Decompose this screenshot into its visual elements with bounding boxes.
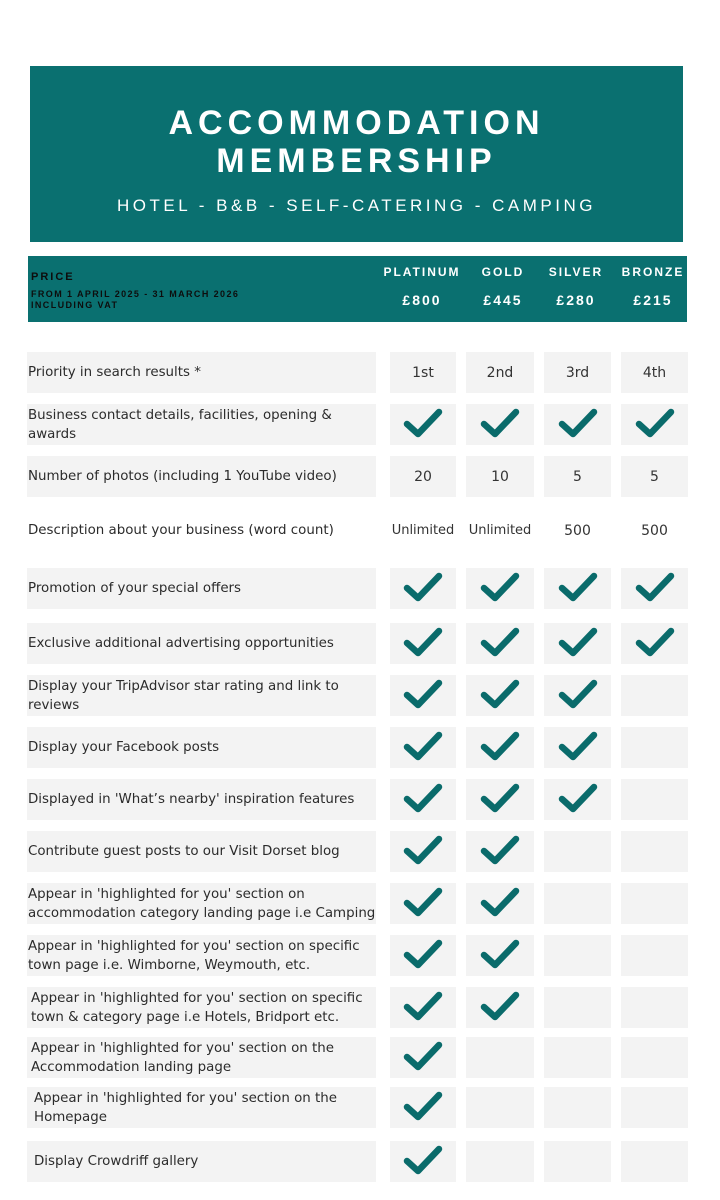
cell-platinum: [390, 568, 456, 609]
cell-silver: [544, 1087, 611, 1128]
tier-price: £215: [633, 292, 673, 308]
price-period-dates: FROM 1 APRIL 2025 - 31 MARCH 2026: [31, 289, 240, 299]
cell-bronze: [621, 1141, 688, 1182]
cell-gold: [466, 623, 534, 664]
price-period: [31, 289, 239, 311]
checkmark-icon: [403, 834, 443, 870]
checkmark-icon: [635, 407, 675, 443]
checkmark-icon: [403, 407, 443, 443]
feature-text: Displayed in 'What’s nearby' inspiration features: [28, 792, 355, 807]
feature-text: Priority in search results *: [28, 365, 201, 380]
feature-text: Appear in 'highlighted for you' section on the Accommodation landing page: [31, 1040, 334, 1075]
checkmark-icon: [480, 571, 520, 607]
cell-value: 4th: [642, 364, 667, 381]
feature-row: [0, 568, 720, 609]
checkmark-icon: [403, 678, 443, 714]
cell-bronze: [621, 568, 688, 609]
title-line-1: ACCOMMODATION: [168, 104, 545, 142]
feature-text: Description about your business (word count): [28, 523, 334, 538]
cell-platinum: [390, 623, 456, 664]
feature-row: [0, 727, 720, 768]
cell-value: 1st: [412, 364, 434, 381]
cell-bronze: [621, 352, 688, 393]
feature-row: [0, 623, 720, 664]
feature-label: [27, 727, 376, 768]
cell-bronze: [621, 883, 688, 924]
cell-silver: [544, 727, 611, 768]
cell-value: 5: [573, 468, 582, 485]
cell-gold: [466, 568, 534, 609]
checkmark-icon: [480, 626, 520, 662]
cell-value: 20: [414, 468, 432, 485]
cell-gold: [466, 1037, 534, 1078]
checkmark-icon: [558, 407, 598, 443]
cell-platinum: [390, 456, 456, 497]
feature-text: Display Crowdriff gallery: [34, 1154, 199, 1169]
cell-platinum: [390, 1087, 456, 1128]
cell-bronze: [621, 831, 688, 872]
feature-row: [0, 1037, 720, 1078]
accommodation-types: HOTEL - B&B - SELF-CATERING - CAMPING: [117, 196, 596, 215]
cell-silver: [544, 987, 611, 1028]
feature-text: Promotion of your special offers: [28, 581, 242, 596]
checkmark-icon: [480, 886, 520, 922]
checkmark-icon: [403, 1144, 443, 1180]
cell-silver: [544, 352, 611, 393]
cell-bronze: [621, 935, 688, 976]
cell-platinum: [390, 883, 456, 924]
feature-row: [0, 1087, 720, 1128]
cell-platinum: [390, 1141, 456, 1182]
cell-gold: [466, 675, 534, 716]
cell-platinum: [390, 727, 456, 768]
feature-text: Contribute guest posts to our Visit Dorset blog: [28, 844, 340, 859]
cell-silver: [544, 935, 611, 976]
feature-label: [27, 352, 376, 393]
feature-text: Appear in 'highlighted for you' section on the Homepage: [34, 1090, 337, 1125]
cell-value: 2nd: [486, 364, 514, 381]
checkmark-icon: [403, 1090, 443, 1126]
tier-name: PLATINUM: [383, 265, 461, 279]
cell-silver: [544, 404, 611, 445]
checkmark-icon: [403, 626, 443, 662]
cell-silver: [544, 883, 611, 924]
feature-row: [0, 510, 720, 551]
cell-gold: [466, 1087, 534, 1128]
cell-gold: [466, 510, 534, 551]
cell-gold: [466, 456, 534, 497]
cell-gold: [466, 883, 534, 924]
cell-gold: [466, 404, 534, 445]
feature-text: Appear in 'highlighted for you' section on specific town & category page i.e Hotels, Bridport etc.: [31, 990, 363, 1025]
tier-name: GOLD: [481, 265, 525, 279]
checkmark-icon: [480, 730, 520, 766]
cell-silver: [544, 675, 611, 716]
checkmark-icon: [403, 938, 443, 974]
feature-label: [27, 675, 376, 716]
checkmark-icon: [480, 834, 520, 870]
feature-row: [0, 1141, 720, 1182]
cell-bronze: [621, 779, 688, 820]
cell-platinum: [390, 352, 456, 393]
cell-gold: [466, 779, 534, 820]
cell-bronze: [621, 1037, 688, 1078]
checkmark-icon: [480, 990, 520, 1026]
tier-name: SILVER: [548, 265, 604, 279]
checkmark-icon: [558, 678, 598, 714]
cell-value: Unlimited: [391, 523, 455, 538]
feature-label: [27, 404, 376, 445]
cell-gold: [466, 1141, 534, 1182]
cell-value: 500: [641, 522, 668, 539]
checkmark-icon: [480, 407, 520, 443]
checkmark-icon: [403, 782, 443, 818]
cell-bronze: [621, 675, 688, 716]
title-banner: [30, 66, 683, 242]
feature-label: [27, 1037, 376, 1078]
cell-platinum: [390, 675, 456, 716]
cell-platinum: [390, 987, 456, 1028]
checkmark-icon: [403, 886, 443, 922]
cell-silver: [544, 831, 611, 872]
feature-label: [27, 987, 376, 1028]
feature-row: [0, 935, 720, 976]
tier-price: £280: [556, 292, 596, 308]
cell-value: 3rd: [565, 364, 590, 381]
feature-label: [27, 568, 376, 609]
cell-value: 10: [491, 468, 509, 485]
feature-label: [27, 1087, 376, 1128]
cell-bronze: [621, 510, 688, 551]
cell-platinum: [390, 831, 456, 872]
tier-name: BRONZE: [621, 265, 685, 279]
checkmark-icon: [635, 626, 675, 662]
cell-bronze: [621, 623, 688, 664]
tier-price: £800: [402, 292, 442, 308]
cell-platinum: [390, 1037, 456, 1078]
checkmark-icon: [480, 782, 520, 818]
cell-bronze: [621, 987, 688, 1028]
cell-silver: [544, 779, 611, 820]
checkmark-icon: [558, 782, 598, 818]
checkmark-icon: [635, 571, 675, 607]
feature-row: [0, 831, 720, 872]
checkmark-icon: [403, 571, 443, 607]
feature-text: Appear in 'highlighted for you' section on specific town page i.e. Wimborne, Weymouth, etc.: [28, 938, 360, 973]
checkmark-icon: [558, 730, 598, 766]
price-period-vat: INCLUDING VAT: [31, 300, 119, 310]
cell-silver: [544, 623, 611, 664]
feature-row: [0, 987, 720, 1028]
price-label: PRICE: [31, 271, 75, 283]
feature-row: [0, 352, 720, 393]
checkmark-icon: [480, 678, 520, 714]
checkmark-icon: [403, 1040, 443, 1076]
feature-label: [27, 935, 376, 976]
title-line-2: MEMBERSHIP: [216, 142, 497, 180]
feature-row: [0, 404, 720, 445]
cell-platinum: [390, 935, 456, 976]
feature-row: [0, 456, 720, 497]
feature-label: [27, 1141, 376, 1182]
cell-value: 500: [564, 522, 591, 539]
cell-bronze: [621, 1087, 688, 1128]
feature-text: Display your TripAdvisor star rating and link to reviews: [28, 678, 339, 713]
checkmark-icon: [403, 990, 443, 1026]
feature-label: [27, 831, 376, 872]
feature-text: Number of photos (including 1 YouTube video): [28, 469, 337, 484]
cell-silver: [544, 456, 611, 497]
checkmark-icon: [403, 730, 443, 766]
checkmark-icon: [480, 938, 520, 974]
cell-platinum: [390, 510, 456, 551]
cell-value: Unlimited: [468, 523, 532, 538]
feature-row: [0, 883, 720, 924]
cell-gold: [466, 987, 534, 1028]
checkmark-icon: [558, 571, 598, 607]
cell-silver: [544, 510, 611, 551]
cell-silver: [544, 568, 611, 609]
price-bar: [28, 256, 687, 322]
feature-row: [0, 779, 720, 820]
feature-text: Appear in 'highlighted for you' section on accommodation category landing page i.e Camping: [28, 886, 376, 921]
feature-label: [27, 456, 376, 497]
feature-label: [27, 883, 376, 924]
cell-bronze: [621, 456, 688, 497]
feature-row: [0, 675, 720, 716]
cell-bronze: [621, 404, 688, 445]
cell-gold: [466, 831, 534, 872]
cell-platinum: [390, 404, 456, 445]
cell-bronze: [621, 727, 688, 768]
cell-gold: [466, 352, 534, 393]
feature-text: Display your Facebook posts: [28, 740, 220, 755]
cell-silver: [544, 1037, 611, 1078]
feature-label: [27, 510, 376, 551]
tier-price: £445: [483, 292, 523, 308]
feature-text: Exclusive additional advertising opportunities: [28, 636, 334, 651]
cell-platinum: [390, 779, 456, 820]
feature-label: [27, 779, 376, 820]
cell-gold: [466, 727, 534, 768]
cell-value: 5: [650, 468, 659, 485]
checkmark-icon: [558, 626, 598, 662]
feature-label: [27, 623, 376, 664]
feature-text: Business contact details, facilities, opening & awards: [28, 407, 332, 442]
cell-silver: [544, 1141, 611, 1182]
cell-gold: [466, 935, 534, 976]
